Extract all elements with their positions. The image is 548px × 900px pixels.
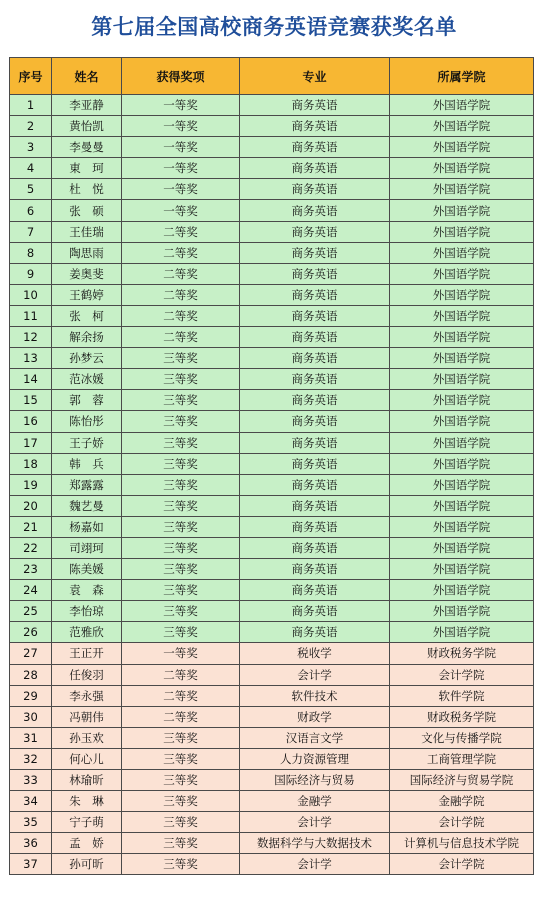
cell-major: 税收学: [240, 643, 390, 664]
cell-index: 36: [10, 833, 52, 854]
cell-major: 商务英语: [240, 559, 390, 580]
cell-index: 8: [10, 242, 52, 263]
cell-award: 三等奖: [122, 559, 240, 580]
table-row: [10, 348, 534, 369]
cell-award: 三等奖: [122, 411, 240, 432]
cell-college: 外国语学院: [390, 369, 534, 390]
cell-index: 30: [10, 706, 52, 727]
cell-college: 外国语学院: [390, 559, 534, 580]
cell-college: 外国语学院: [390, 158, 534, 179]
cell-major: 数据科学与大数据技术: [240, 833, 390, 854]
cell-award: 一等奖: [122, 179, 240, 200]
table-row: [10, 179, 534, 200]
cell-major: 商务英语: [240, 369, 390, 390]
cell-college: 外国语学院: [390, 390, 534, 411]
cell-name: 陶思雨: [52, 242, 122, 263]
cell-award: 二等奖: [122, 242, 240, 263]
cell-major: 商务英语: [240, 137, 390, 158]
cell-college: 外国语学院: [390, 474, 534, 495]
cell-index: 20: [10, 495, 52, 516]
table-row: [10, 854, 534, 875]
cell-major: 商务英语: [240, 200, 390, 221]
cell-college: 工商管理学院: [390, 748, 534, 769]
cell-award: 三等奖: [122, 537, 240, 558]
cell-major: 商务英语: [240, 263, 390, 284]
cell-index: 14: [10, 369, 52, 390]
cell-award: 二等奖: [122, 685, 240, 706]
cell-college: 国际经济与贸易学院: [390, 770, 534, 791]
cell-major: 商务英语: [240, 390, 390, 411]
cell-award: 三等奖: [122, 748, 240, 769]
cell-index: 4: [10, 158, 52, 179]
table-row: [10, 95, 534, 116]
cell-name: 杜 悦: [52, 179, 122, 200]
cell-award: 三等奖: [122, 622, 240, 643]
table-row: [10, 495, 534, 516]
cell-college: 外国语学院: [390, 411, 534, 432]
cell-major: 商务英语: [240, 95, 390, 116]
cell-index: 2: [10, 116, 52, 137]
cell-index: 25: [10, 601, 52, 622]
cell-index: 12: [10, 327, 52, 348]
cell-major: 商务英语: [240, 179, 390, 200]
cell-award: 二等奖: [122, 284, 240, 305]
cell-college: 外国语学院: [390, 327, 534, 348]
cell-college: 外国语学院: [390, 516, 534, 537]
cell-award: 二等奖: [122, 221, 240, 242]
cell-college: 软件学院: [390, 685, 534, 706]
table-row: [10, 537, 534, 558]
cell-index: 28: [10, 664, 52, 685]
cell-award: 一等奖: [122, 158, 240, 179]
cell-major: 商务英语: [240, 537, 390, 558]
cell-college: 外国语学院: [390, 221, 534, 242]
cell-award: 三等奖: [122, 348, 240, 369]
cell-college: 外国语学院: [390, 137, 534, 158]
cell-major: 商务英语: [240, 474, 390, 495]
cell-major: 商务英语: [240, 242, 390, 263]
header-major: 专业: [240, 58, 390, 95]
cell-major: 商务英语: [240, 348, 390, 369]
cell-award: 二等奖: [122, 664, 240, 685]
cell-name: 杨嘉如: [52, 516, 122, 537]
cell-college: 外国语学院: [390, 348, 534, 369]
cell-award: 三等奖: [122, 791, 240, 812]
cell-college: 外国语学院: [390, 116, 534, 137]
cell-major: 商务英语: [240, 622, 390, 643]
cell-name: 李怡琼: [52, 601, 122, 622]
cell-award: 一等奖: [122, 643, 240, 664]
cell-major: 商务英语: [240, 516, 390, 537]
cell-index: 10: [10, 284, 52, 305]
cell-major: 金融学: [240, 791, 390, 812]
cell-college: 金融学院: [390, 791, 534, 812]
cell-award: 三等奖: [122, 854, 240, 875]
cell-name: 李曼曼: [52, 137, 122, 158]
cell-major: 商务英语: [240, 601, 390, 622]
table-row: [10, 727, 534, 748]
cell-major: 商务英语: [240, 116, 390, 137]
cell-name: 孙玉欢: [52, 727, 122, 748]
cell-college: 文化与传播学院: [390, 727, 534, 748]
header-row: [10, 58, 534, 95]
cell-college: 外国语学院: [390, 537, 534, 558]
cell-college: 外国语学院: [390, 284, 534, 305]
cell-name: 王子娇: [52, 432, 122, 453]
table-row: [10, 791, 534, 812]
cell-name: 魏艺曼: [52, 495, 122, 516]
table-row: [10, 580, 534, 601]
cell-index: 32: [10, 748, 52, 769]
cell-college: 外国语学院: [390, 622, 534, 643]
cell-college: 外国语学院: [390, 242, 534, 263]
cell-award: 一等奖: [122, 137, 240, 158]
cell-award: 三等奖: [122, 495, 240, 516]
table-row: [10, 242, 534, 263]
table-row: [10, 559, 534, 580]
cell-index: 7: [10, 221, 52, 242]
table-row: [10, 770, 534, 791]
table-header: [10, 58, 534, 95]
cell-index: 22: [10, 537, 52, 558]
cell-college: 会计学院: [390, 812, 534, 833]
cell-name: 陈怡彤: [52, 411, 122, 432]
cell-major: 商务英语: [240, 284, 390, 305]
cell-college: 会计学院: [390, 664, 534, 685]
table-row: [10, 116, 534, 137]
cell-college: 财政税务学院: [390, 706, 534, 727]
cell-major: 商务英语: [240, 411, 390, 432]
cell-award: 一等奖: [122, 116, 240, 137]
cell-index: 9: [10, 263, 52, 284]
table-row: [10, 622, 534, 643]
cell-name: 孙可昕: [52, 854, 122, 875]
cell-college: 外国语学院: [390, 601, 534, 622]
cell-index: 6: [10, 200, 52, 221]
cell-index: 31: [10, 727, 52, 748]
table-row: [10, 390, 534, 411]
cell-index: 5: [10, 179, 52, 200]
cell-name: 张 硕: [52, 200, 122, 221]
cell-major: 会计学: [240, 812, 390, 833]
cell-name: 朱 琳: [52, 791, 122, 812]
cell-index: 37: [10, 854, 52, 875]
table-row: [10, 474, 534, 495]
cell-name: 王鹤婷: [52, 284, 122, 305]
cell-name: 姜奥斐: [52, 263, 122, 284]
cell-index: 26: [10, 622, 52, 643]
cell-college: 外国语学院: [390, 200, 534, 221]
cell-award: 三等奖: [122, 369, 240, 390]
cell-college: 外国语学院: [390, 495, 534, 516]
table-row: [10, 833, 534, 854]
table-row: [10, 305, 534, 326]
table-row: [10, 516, 534, 537]
cell-award: 三等奖: [122, 580, 240, 601]
cell-index: 19: [10, 474, 52, 495]
cell-award: 三等奖: [122, 432, 240, 453]
cell-index: 15: [10, 390, 52, 411]
cell-college: 外国语学院: [390, 432, 534, 453]
table-row: [10, 200, 534, 221]
cell-major: 人力资源管理: [240, 748, 390, 769]
cell-award: 一等奖: [122, 95, 240, 116]
header-college: 所属学院: [390, 58, 534, 95]
table-row: [10, 411, 534, 432]
cell-index: 16: [10, 411, 52, 432]
table-row: [10, 327, 534, 348]
cell-major: 商务英语: [240, 453, 390, 474]
cell-name: 郭 蓉: [52, 390, 122, 411]
cell-major: 商务英语: [240, 305, 390, 326]
cell-name: 孙梦云: [52, 348, 122, 369]
table-row: [10, 158, 534, 179]
table-row: [10, 664, 534, 685]
cell-name: 孟 娇: [52, 833, 122, 854]
cell-index: 24: [10, 580, 52, 601]
cell-college: 外国语学院: [390, 263, 534, 284]
cell-college: 计算机与信息技术学院: [390, 833, 534, 854]
cell-index: 18: [10, 453, 52, 474]
cell-award: 一等奖: [122, 200, 240, 221]
cell-name: 任俊羽: [52, 664, 122, 685]
cell-major: 商务英语: [240, 495, 390, 516]
cell-index: 33: [10, 770, 52, 791]
cell-major: 商务英语: [240, 432, 390, 453]
cell-name: 司翊珂: [52, 537, 122, 558]
cell-index: 11: [10, 305, 52, 326]
cell-major: 商务英语: [240, 327, 390, 348]
cell-index: 35: [10, 812, 52, 833]
cell-award: 三等奖: [122, 516, 240, 537]
cell-name: 张 柯: [52, 305, 122, 326]
table-row: [10, 643, 534, 664]
cell-index: 34: [10, 791, 52, 812]
table-row: [10, 706, 534, 727]
cell-major: 软件技术: [240, 685, 390, 706]
cell-name: 李永强: [52, 685, 122, 706]
cell-award: 三等奖: [122, 601, 240, 622]
page-title: 第七届全国高校商务英语竞赛获奖名单: [91, 15, 457, 39]
cell-award: 三等奖: [122, 770, 240, 791]
cell-index: 27: [10, 643, 52, 664]
table-row: [10, 432, 534, 453]
cell-index: 1: [10, 95, 52, 116]
header-index: 序号: [10, 58, 52, 95]
table-row: [10, 453, 534, 474]
cell-index: 29: [10, 685, 52, 706]
cell-index: 17: [10, 432, 52, 453]
cell-award: 三等奖: [122, 453, 240, 474]
cell-name: 陈美媛: [52, 559, 122, 580]
cell-college: 会计学院: [390, 854, 534, 875]
cell-name: 王佳瑞: [52, 221, 122, 242]
cell-major: 商务英语: [240, 580, 390, 601]
table-row: [10, 221, 534, 242]
table-row: [10, 685, 534, 706]
cell-college: 外国语学院: [390, 305, 534, 326]
cell-award: 三等奖: [122, 833, 240, 854]
cell-index: 21: [10, 516, 52, 537]
cell-name: 范冰媛: [52, 369, 122, 390]
cell-college: 外国语学院: [390, 179, 534, 200]
cell-name: 解余扬: [52, 327, 122, 348]
cell-college: 外国语学院: [390, 453, 534, 474]
cell-name: 郑露露: [52, 474, 122, 495]
cell-name: 韩 兵: [52, 453, 122, 474]
award-table: [9, 57, 534, 875]
table-row: [10, 137, 534, 158]
cell-index: 3: [10, 137, 52, 158]
cell-award: 三等奖: [122, 390, 240, 411]
table-row: [10, 263, 534, 284]
cell-index: 23: [10, 559, 52, 580]
cell-name: 冯朝伟: [52, 706, 122, 727]
table-row: [10, 812, 534, 833]
cell-major: 会计学: [240, 664, 390, 685]
table-body: [10, 95, 534, 875]
cell-name: 黄怡凯: [52, 116, 122, 137]
table-row: [10, 284, 534, 305]
cell-major: 国际经济与贸易: [240, 770, 390, 791]
cell-college: 外国语学院: [390, 95, 534, 116]
cell-award: 三等奖: [122, 812, 240, 833]
cell-name: 東 珂: [52, 158, 122, 179]
cell-major: 商务英语: [240, 158, 390, 179]
cell-name: 袁 森: [52, 580, 122, 601]
table-row: [10, 601, 534, 622]
cell-award: 二等奖: [122, 706, 240, 727]
cell-name: 林瑜昕: [52, 770, 122, 791]
cell-name: 何心儿: [52, 748, 122, 769]
cell-award: 三等奖: [122, 727, 240, 748]
table-row: [10, 748, 534, 769]
cell-major: 商务英语: [240, 221, 390, 242]
cell-major: 会计学: [240, 854, 390, 875]
cell-name: 李亚静: [52, 95, 122, 116]
cell-award: 二等奖: [122, 263, 240, 284]
cell-award: 二等奖: [122, 327, 240, 348]
cell-college: 财政税务学院: [390, 643, 534, 664]
cell-index: 13: [10, 348, 52, 369]
cell-major: 汉语言文学: [240, 727, 390, 748]
header-name: 姓名: [52, 58, 122, 95]
cell-college: 外国语学院: [390, 580, 534, 601]
cell-award: 三等奖: [122, 474, 240, 495]
cell-major: 财政学: [240, 706, 390, 727]
cell-name: 宁子萌: [52, 812, 122, 833]
header-award: 获得奖项: [122, 58, 240, 95]
cell-award: 二等奖: [122, 305, 240, 326]
cell-name: 范雅欣: [52, 622, 122, 643]
table-row: [10, 369, 534, 390]
cell-name: 王正开: [52, 643, 122, 664]
